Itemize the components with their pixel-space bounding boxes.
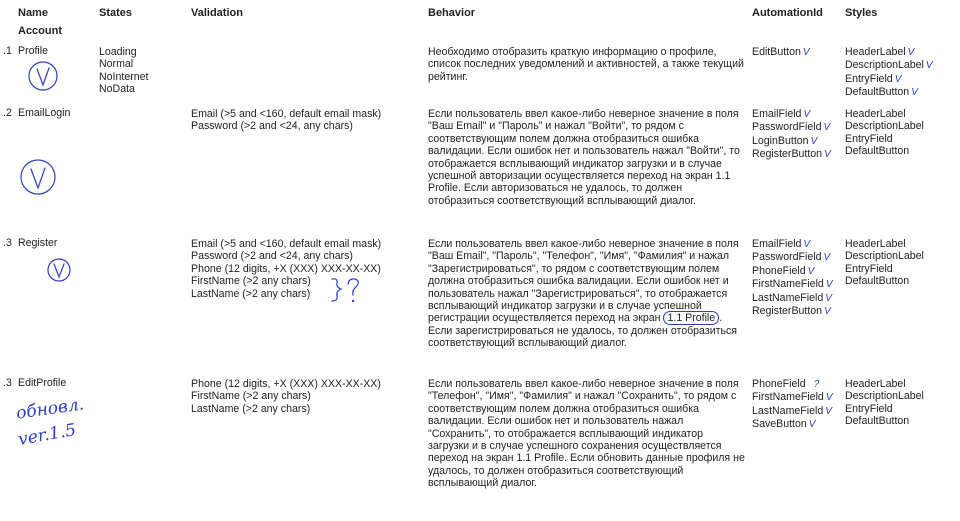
automation-id-item: LastNameField bbox=[752, 404, 824, 417]
automation-id-item: FirstNameField bbox=[752, 278, 824, 291]
automation-id-item: SaveButton bbox=[752, 418, 807, 431]
style-item: DefaultButton bbox=[845, 275, 910, 288]
automation-id-item: RegisterButton bbox=[752, 148, 823, 161]
style-item: DefaultButton V bbox=[845, 86, 918, 99]
row-name: EditProfile bbox=[18, 377, 67, 389]
automation-id-item: EmailField bbox=[752, 108, 802, 120]
state-item: Normal bbox=[99, 58, 134, 71]
handwritten-circle-check bbox=[19, 158, 59, 198]
automation-id-item: PhoneField bbox=[752, 264, 806, 277]
validation-item: FirstName (>2 any chars) bbox=[191, 390, 311, 403]
behavior-text: Необходимо отобразить краткую информацию о профиле, список последних уведомлений и активностей, а также текущий рейтинг. bbox=[428, 46, 744, 83]
style-item: DescriptionLabel bbox=[845, 250, 924, 263]
style-item: HeaderLabel bbox=[845, 378, 906, 390]
style-item: HeaderLabel bbox=[845, 238, 906, 250]
behavior-text: Если пользователь ввел какое-либо неверное значение в поля "Ваш Email", "Пароль", "Телефон", "Имя", "Фамилия" и нажал "Зарегистрироваться", то рядом с соответствующим полем должна отобразиться ошибка валидации. Если ошибок нет и пользователь нажал "Зарегистрироваться", то отображается всплывающий индикатор загрузки и в случае успешной регистрации осуществляется переход на экран 1.1 Profile . Если зарегистрироваться не удалось, то должен отобразиться соответствующий всплывающий диалог. bbox=[428, 238, 739, 350]
automation-id-item: LoginButton bbox=[752, 134, 809, 147]
styles-list bbox=[845, 46, 933, 100]
styles-list bbox=[845, 238, 924, 288]
behavior-text: Если пользователь ввел какое-либо неверное значение в поля "Телефон", "Имя", "Фамилия" и нажал "Сохранить", то рядом с соответствующим полем должна отобразиться ошибка валидации. Если ошибок нет и пользователь нажал "Сохранить", то отображается всплывающий индикатор загрузки и в случае успешного сохранения осуществляется переход на экран 1.1 Profile. Если обновить данные профиля не удалось, то должен отобразиться соответствующий всплывающий диалог. bbox=[428, 378, 745, 490]
style-item: DescriptionLabel V bbox=[845, 59, 933, 72]
style-item: DefaultButton bbox=[845, 415, 910, 428]
automation-id-item: PhoneField bbox=[752, 378, 806, 390]
header-automation-id: AutomationId bbox=[752, 7, 823, 19]
automation-id-list: PhoneField ? FirstNameField V LastNameField V SaveButton V bbox=[752, 378, 833, 431]
automation-id-item: FirstNameField bbox=[752, 391, 824, 404]
header-validation: Validation bbox=[191, 7, 243, 19]
handwritten-note: обновл. bbox=[14, 394, 86, 424]
validation-item: Email (>5 and <160, default email mask) bbox=[191, 108, 382, 120]
row-number: .2 bbox=[3, 107, 12, 119]
header-behavior: Behavior bbox=[428, 7, 476, 19]
automation-id-item: PasswordField bbox=[752, 251, 822, 264]
row-number: .1 bbox=[3, 45, 12, 57]
section-title: Account bbox=[18, 25, 62, 37]
handwritten-brace-question bbox=[330, 276, 366, 310]
automation-id-item: PasswordField bbox=[752, 121, 822, 134]
validation-item: Password (>2 and <24, any chars) bbox=[191, 120, 353, 133]
validation-item: Email (>5 and <160, default email mask) bbox=[191, 238, 382, 250]
validation-item: Phone (12 digits, +X (XXX) XXX-XX-XX) bbox=[191, 262, 381, 275]
header-states: States bbox=[99, 7, 133, 19]
behavior-text: Если пользователь ввел какое-либо неверное значение в поля "Ваш Email" и "Пароль" и нажал "Войти", то рядом с соответствующим полем должна отобразиться ошибка валидации. Если ошибок нет и пользователь нажал "Войти", то отображается всплывающий индикатор загрузки и в случае успешной авторизации осуществляется переход на экран 1.1 Profile. Если авторизоваться не удалось, то должен отобразиться соответствующий всплывающий диалог. bbox=[428, 108, 740, 207]
automation-id-item: EmailField bbox=[752, 238, 802, 250]
style-item: HeaderLabel bbox=[845, 108, 906, 120]
check-mark: V bbox=[802, 47, 810, 58]
states-list bbox=[99, 46, 148, 96]
automation-id-item: EditButton bbox=[752, 46, 801, 58]
automation-id-list bbox=[752, 46, 810, 59]
validation-item: FirstName (>2 any chars) bbox=[191, 275, 311, 288]
row-number: .3 bbox=[3, 237, 12, 249]
header-name: Name bbox=[18, 7, 48, 19]
state-item: NoData bbox=[99, 83, 135, 96]
automation-id-item: RegisterButton bbox=[752, 305, 823, 318]
validation-item: LastName (>2 any chars) bbox=[191, 287, 311, 300]
style-item: DescriptionLabel bbox=[845, 120, 924, 133]
header-styles: Styles bbox=[845, 7, 878, 19]
automation-id-list: EmailField V PasswordField V PhoneField V FirstNameField V LastNameField V RegisterButton V bbox=[752, 238, 833, 318]
style-item: EntryField V bbox=[845, 72, 902, 85]
row-number: .3 bbox=[3, 377, 12, 389]
row-name: Profile bbox=[18, 45, 49, 57]
handwritten-circle-check bbox=[47, 258, 73, 284]
automation-id-item: LastNameField bbox=[752, 291, 824, 304]
style-item: EntryField bbox=[845, 132, 893, 145]
profile-link-circled: 1.1 Profile bbox=[663, 311, 719, 325]
question-mark: ? bbox=[813, 379, 820, 390]
validation-item: LastName (>2 any chars) bbox=[191, 402, 311, 415]
validation-item: Phone (12 digits, +X (XXX) XXX-XX-XX) bbox=[191, 378, 381, 390]
handwritten-note: ver.1.5 bbox=[16, 420, 78, 450]
state-item: NoInternet bbox=[99, 70, 149, 83]
validation-list bbox=[191, 378, 381, 415]
row-name: Register bbox=[18, 237, 58, 249]
style-item: HeaderLabel V bbox=[845, 46, 915, 58]
style-item: DescriptionLabel bbox=[845, 390, 924, 403]
automation-id-list: EmailField V PasswordField V LoginButton V RegisterButton V bbox=[752, 108, 831, 161]
validation-item: Password (>2 and <24, any chars) bbox=[191, 250, 353, 263]
state-item: Loading bbox=[99, 46, 137, 58]
style-item: EntryField bbox=[845, 262, 893, 275]
row-name: EmailLogin bbox=[18, 107, 71, 119]
handwritten-circle-check bbox=[27, 60, 61, 94]
styles-list bbox=[845, 378, 924, 428]
styles-list bbox=[845, 108, 924, 158]
validation-list bbox=[191, 108, 381, 133]
style-item: EntryField bbox=[845, 402, 893, 415]
style-item: DefaultButton bbox=[845, 145, 910, 158]
